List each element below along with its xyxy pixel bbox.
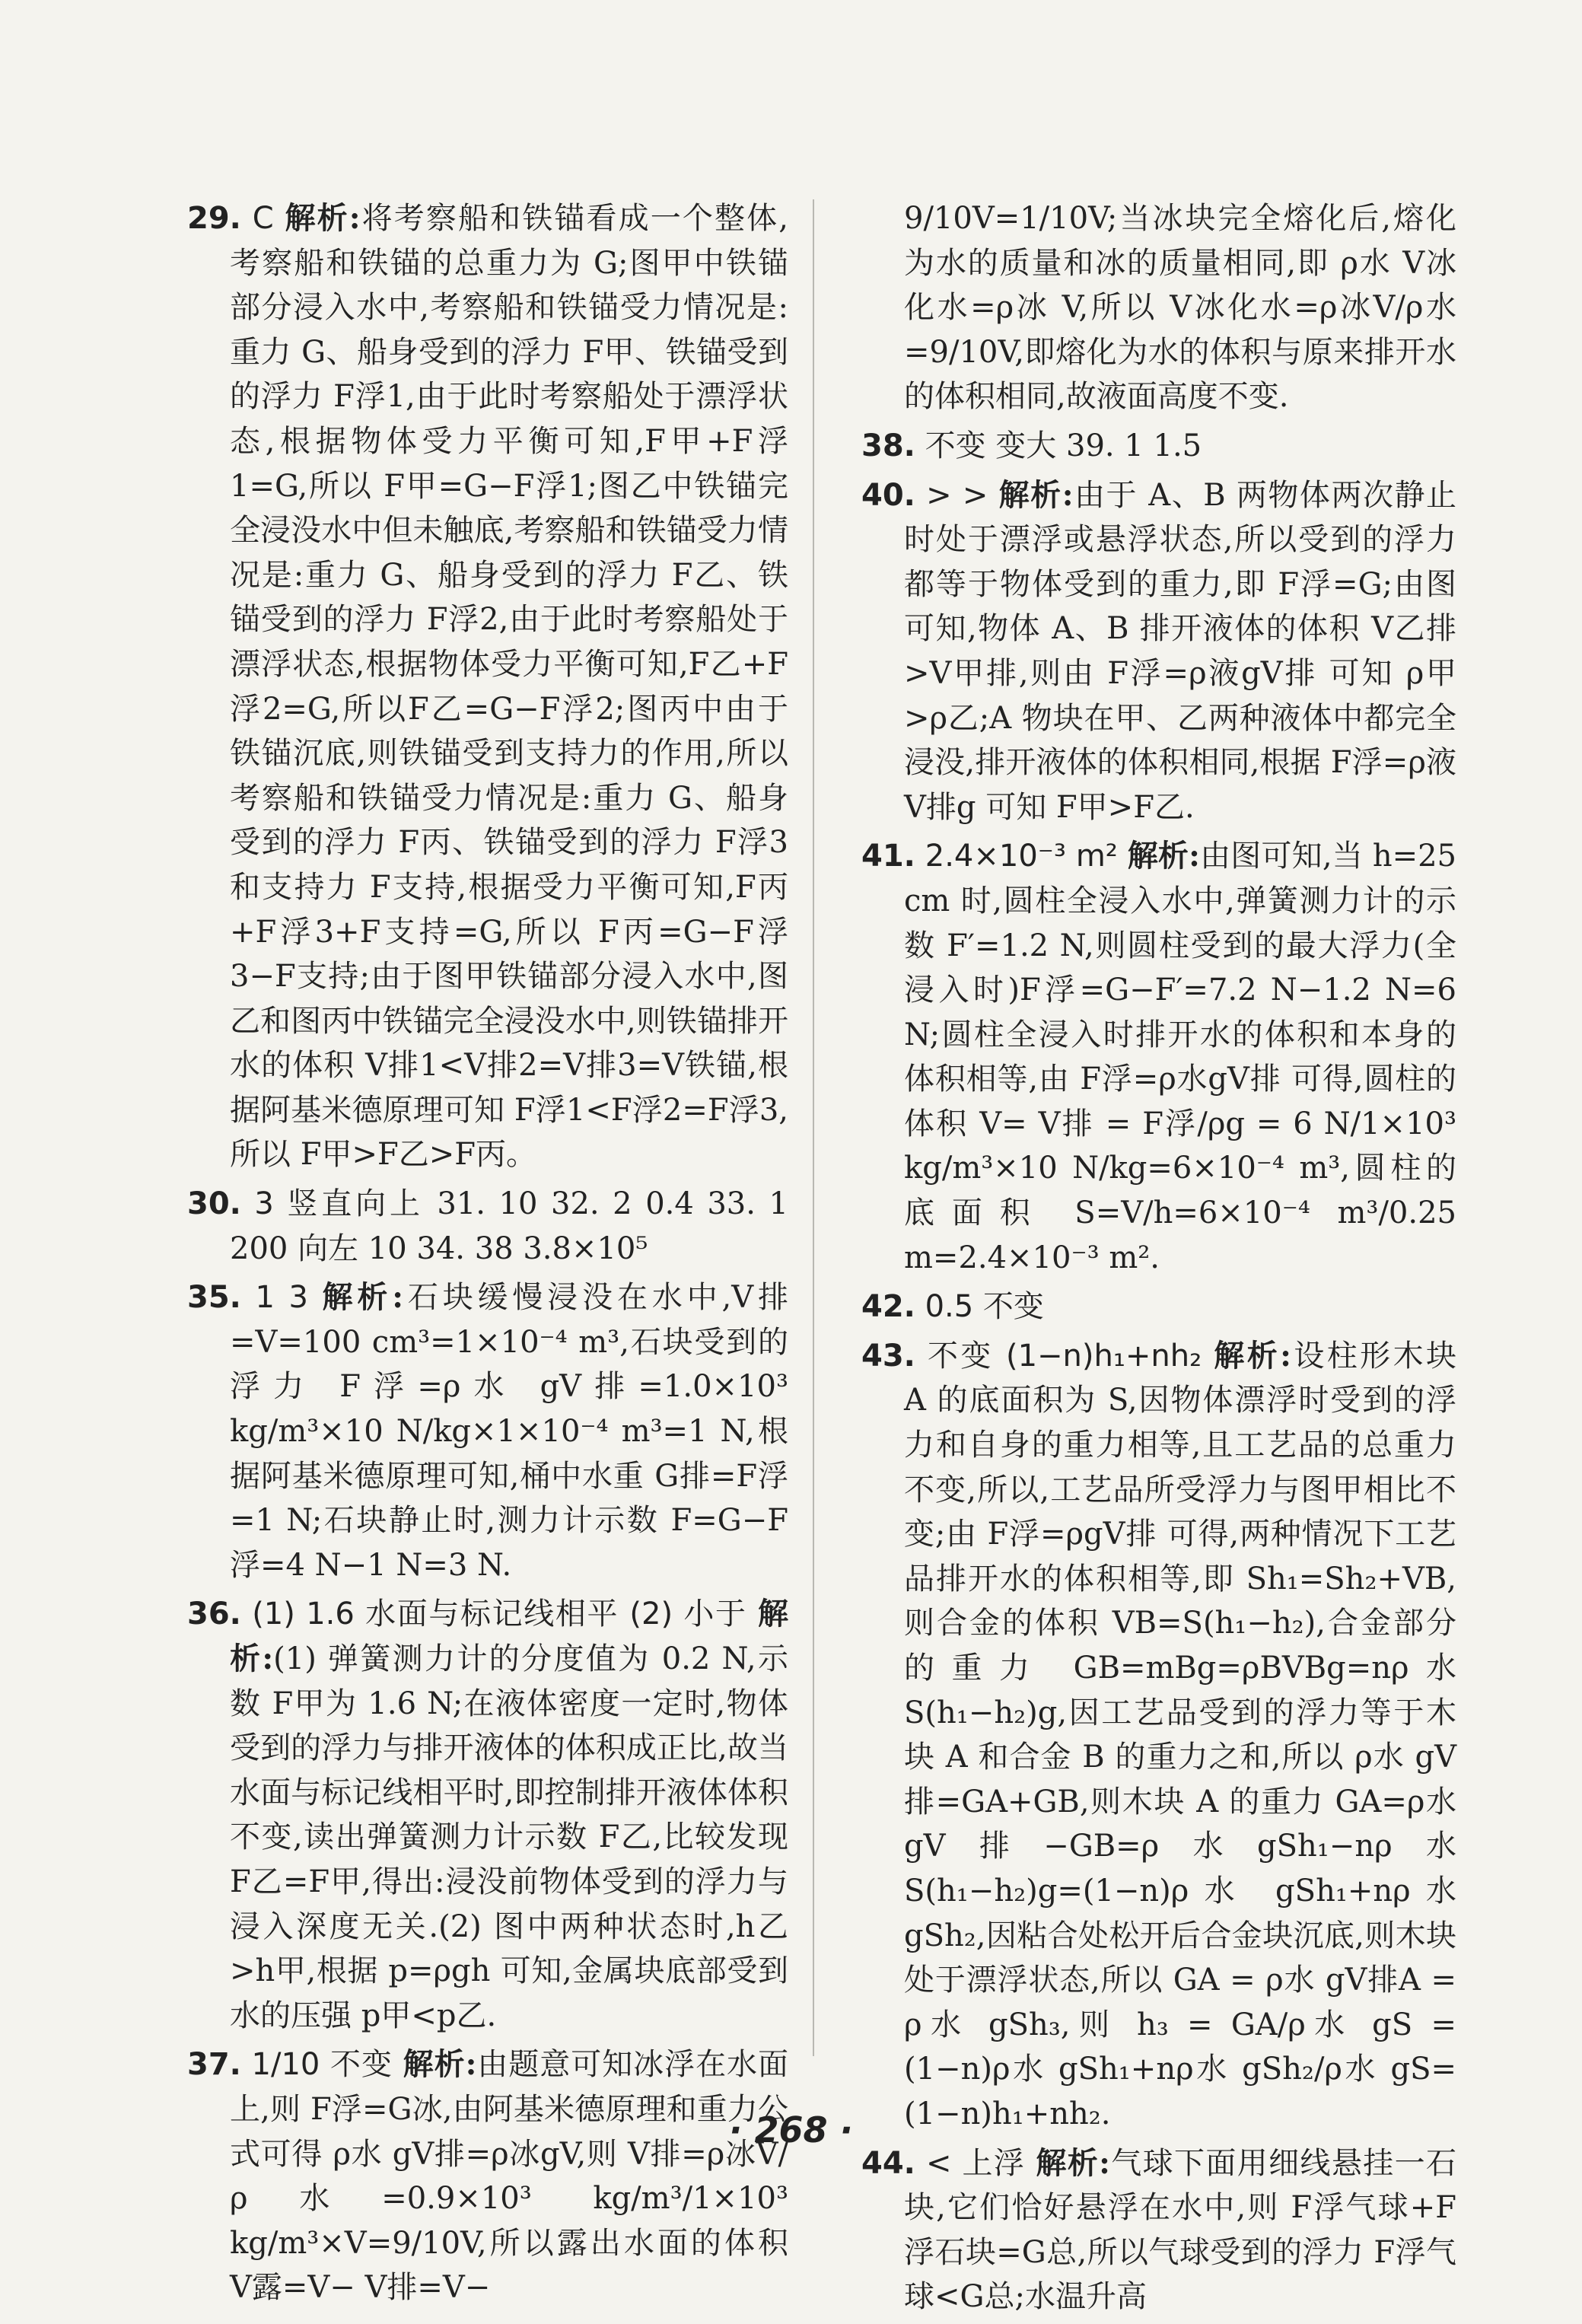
answer-item: 37. 1/10 不变 解析:由题意可知冰浮在水面上,则 F浮=G冰,由阿基米德原理和重力公式可得 ρ水 gV排=ρ冰gV,则 V排=ρ冰V/ρ水=0.9×10³ kg/m³/1×10³ kg/m³×V=9/10V,所以露出水面的体积 V露=V− V排=V− xyxy=(187,2046,789,2306)
answer-item: 44. < 上浮 解析:气球下面用细线悬挂一石块,它们恰好悬浮在水中,则 F浮气球+F浮石块=G总,所以气球受到的浮力 F浮气球<G总;水温升高 xyxy=(861,2144,1457,2315)
answer-continuation: 9/10V=1/10V;当冰块完全熔化后,熔化为水的质量和冰的质量相同,即 ρ水 V冰化水=ρ冰 V,所以 V冰化水=ρ冰V/ρ水=9/10V,即熔化为水的体积与原来排开水的体积相同,故液面高度不变. xyxy=(904,201,1456,415)
answer-item: 40. > > 解析:由于 A、B 两物体两次静止时处于漂浮或悬浮状态,所以受到的浮力都等于物体受到的重力,即 F浮=G;由图可知,物体 A、B 排开液体的体积 V乙排>V甲排,则由 F浮=ρ液gV排 可知 ρ甲>ρ乙;A 物块在甲、乙两种液体中都完全浸没,排开液体的体积相同,根据 F浮=ρ液V排g 可知 F甲>F乙. xyxy=(861,476,1457,825)
answer-item: 43. 不变 (1−n)h₁+nh₂ 解析:设柱形木块 A 的底面积为 S,因物体漂浮时受到的浮力和自身的重力相等,且工艺品的总重力不变,所以,工艺品所受浮力与图甲相比不变;由 F浮=ρgV排 可得,两种情况下工艺品排开水的体积相等,即 Sh₁=Sh₂+VB,则合金的体积 VB=S(h₁−h₂),合金部分的重力 GB=mBg=ρBVBg=nρ水S(h₁−h₂)g,因工艺品受到的浮力等于木块 A 和合金 B 的重力之和,所以 ρ水 gV排=GA+GB,则木块 A 的重力 GA=ρ水gV排−GB=ρ水gSh₁−nρ水S(h₁−h₂)g=(1−n)ρ水 gSh₁+nρ水 gSh₂,因粘合处松开后合金块沉底,则木块处于漂浮状态,所以 GA = ρ水 gV排A = ρ水 gSh₃,则 h₃ = GA/ρ水 gS = (1−n)ρ水 gSh₁+nρ水 gSh₂/ρ水 gS=(1−n)h₁+nh₂. xyxy=(861,1337,1457,2131)
answer-item: 29. C 解析:将考察船和铁锚看成一个整体,考察船和铁锚的总重力为 G;图甲中铁锚部分浸入水中,考察船和铁锚受力情况是:重力 G、船身受到的浮力 F甲、铁锚受到的浮力 F浮1,由于此时考察船处于漂浮状态,根据物体受力平衡可知,F甲+F浮1=G,所以 F甲=G−F浮1;图乙中铁锚完全浸没水中但未触底,考察船和铁锚受力情况是:重力 G、船身受到的浮力 F乙、铁锚受到的浮力 F浮2,由于此时考察船处于漂浮状态,根据物体受力平衡可知,F乙+F浮2=G,所以F乙=G−F浮2;图丙中由于铁锚沉底,则铁锚受到支持力的作用,所以考察船和铁锚受力情况是:重力 G、船身受到的浮力 F丙、铁锚受到的浮力 F浮3和支持力 F支持,根据受力平衡可知,F丙+F浮3+F支持=G,所以 F丙=G−F浮3−F支持;由于图甲铁锚部分浸入水中,图乙和图丙中铁锚完全浸没水中,则铁锚排开水的体积 V排1<V排2=V排3=V铁锚,根据阿基米德原理可知 F浮1<F浮2=F浮3,所以 F甲>F乙>F丙。 xyxy=(187,200,789,1173)
answer-item: 41. 2.4×10⁻³ m² 解析:由图可知,当 h=25 cm 时,圆柱全浸入水中,弹簧测力计的示数 F′=1.2 N,则圆柱受到的最大浮力(全浸入时)F浮=G−F′=7.2 N−1.2 N=6 N;圆柱全浸入时排开水的体积和本身的体积相等,由 F浮=ρ水gV排 可得,圆柱的体积 V= V排 = F浮/ρg = 6 N/1×10³ kg/m³×10 N/kg=6×10⁻⁴ m³,圆柱的底面积 S=V/h=6×10⁻⁴ m³/0.25 m=2.4×10⁻³ m². xyxy=(861,838,1456,1275)
left-column xyxy=(187,196,788,2315)
page-number: · 268 · xyxy=(729,2109,853,2150)
answer-item: 42. 0.5 不变 xyxy=(861,1289,1044,1325)
column-divider xyxy=(813,199,814,2056)
answer-item: 30. 3 竖直向上 31. 10 32. 2 0.4 33. 1 200 向左 10 34. 38 3.8×10⁵ xyxy=(187,1186,788,1266)
answer-item: 36. (1) 1.6 水面与标记线相平 (2) 小于 解析:(1) 弹簧测力计的分度值为 0.2 N,示数 F甲为 1.6 N;在液体密度一定时,物体受到的浮力与排开液体的体积成正比,故当水面与标记线相平时,即控制排开液体体积不变,读出弹簧测力计示数 F乙,比较发现 F乙=F甲,得出:浸没前物体受到的浮力与浸入深度无关.(2) 图中两种状态时,h乙>h甲,根据 p=ρgh 可知,金属块底部受到水的压强 p甲<p乙. xyxy=(187,1596,789,2033)
answer-item: 35. 1 3 解析:石块缓慢浸没在水中,V排=V=100 cm³=1×10⁻⁴ m³,石块受到的浮力 F浮=ρ水 gV排=1.0×10³ kg/m³×10 N/kg×1×10⁻⁴ m³=1 N,根据阿基米德原理可知,桶中水重 G排=F浮=1 N;石块静止时,测力计示数 F=G−F浮=4 N−1 N=3 N. xyxy=(187,1279,789,1583)
right-column xyxy=(861,196,1456,2324)
answer-item: 38. 不变 变大 39. 1 1.5 xyxy=(861,428,1202,463)
